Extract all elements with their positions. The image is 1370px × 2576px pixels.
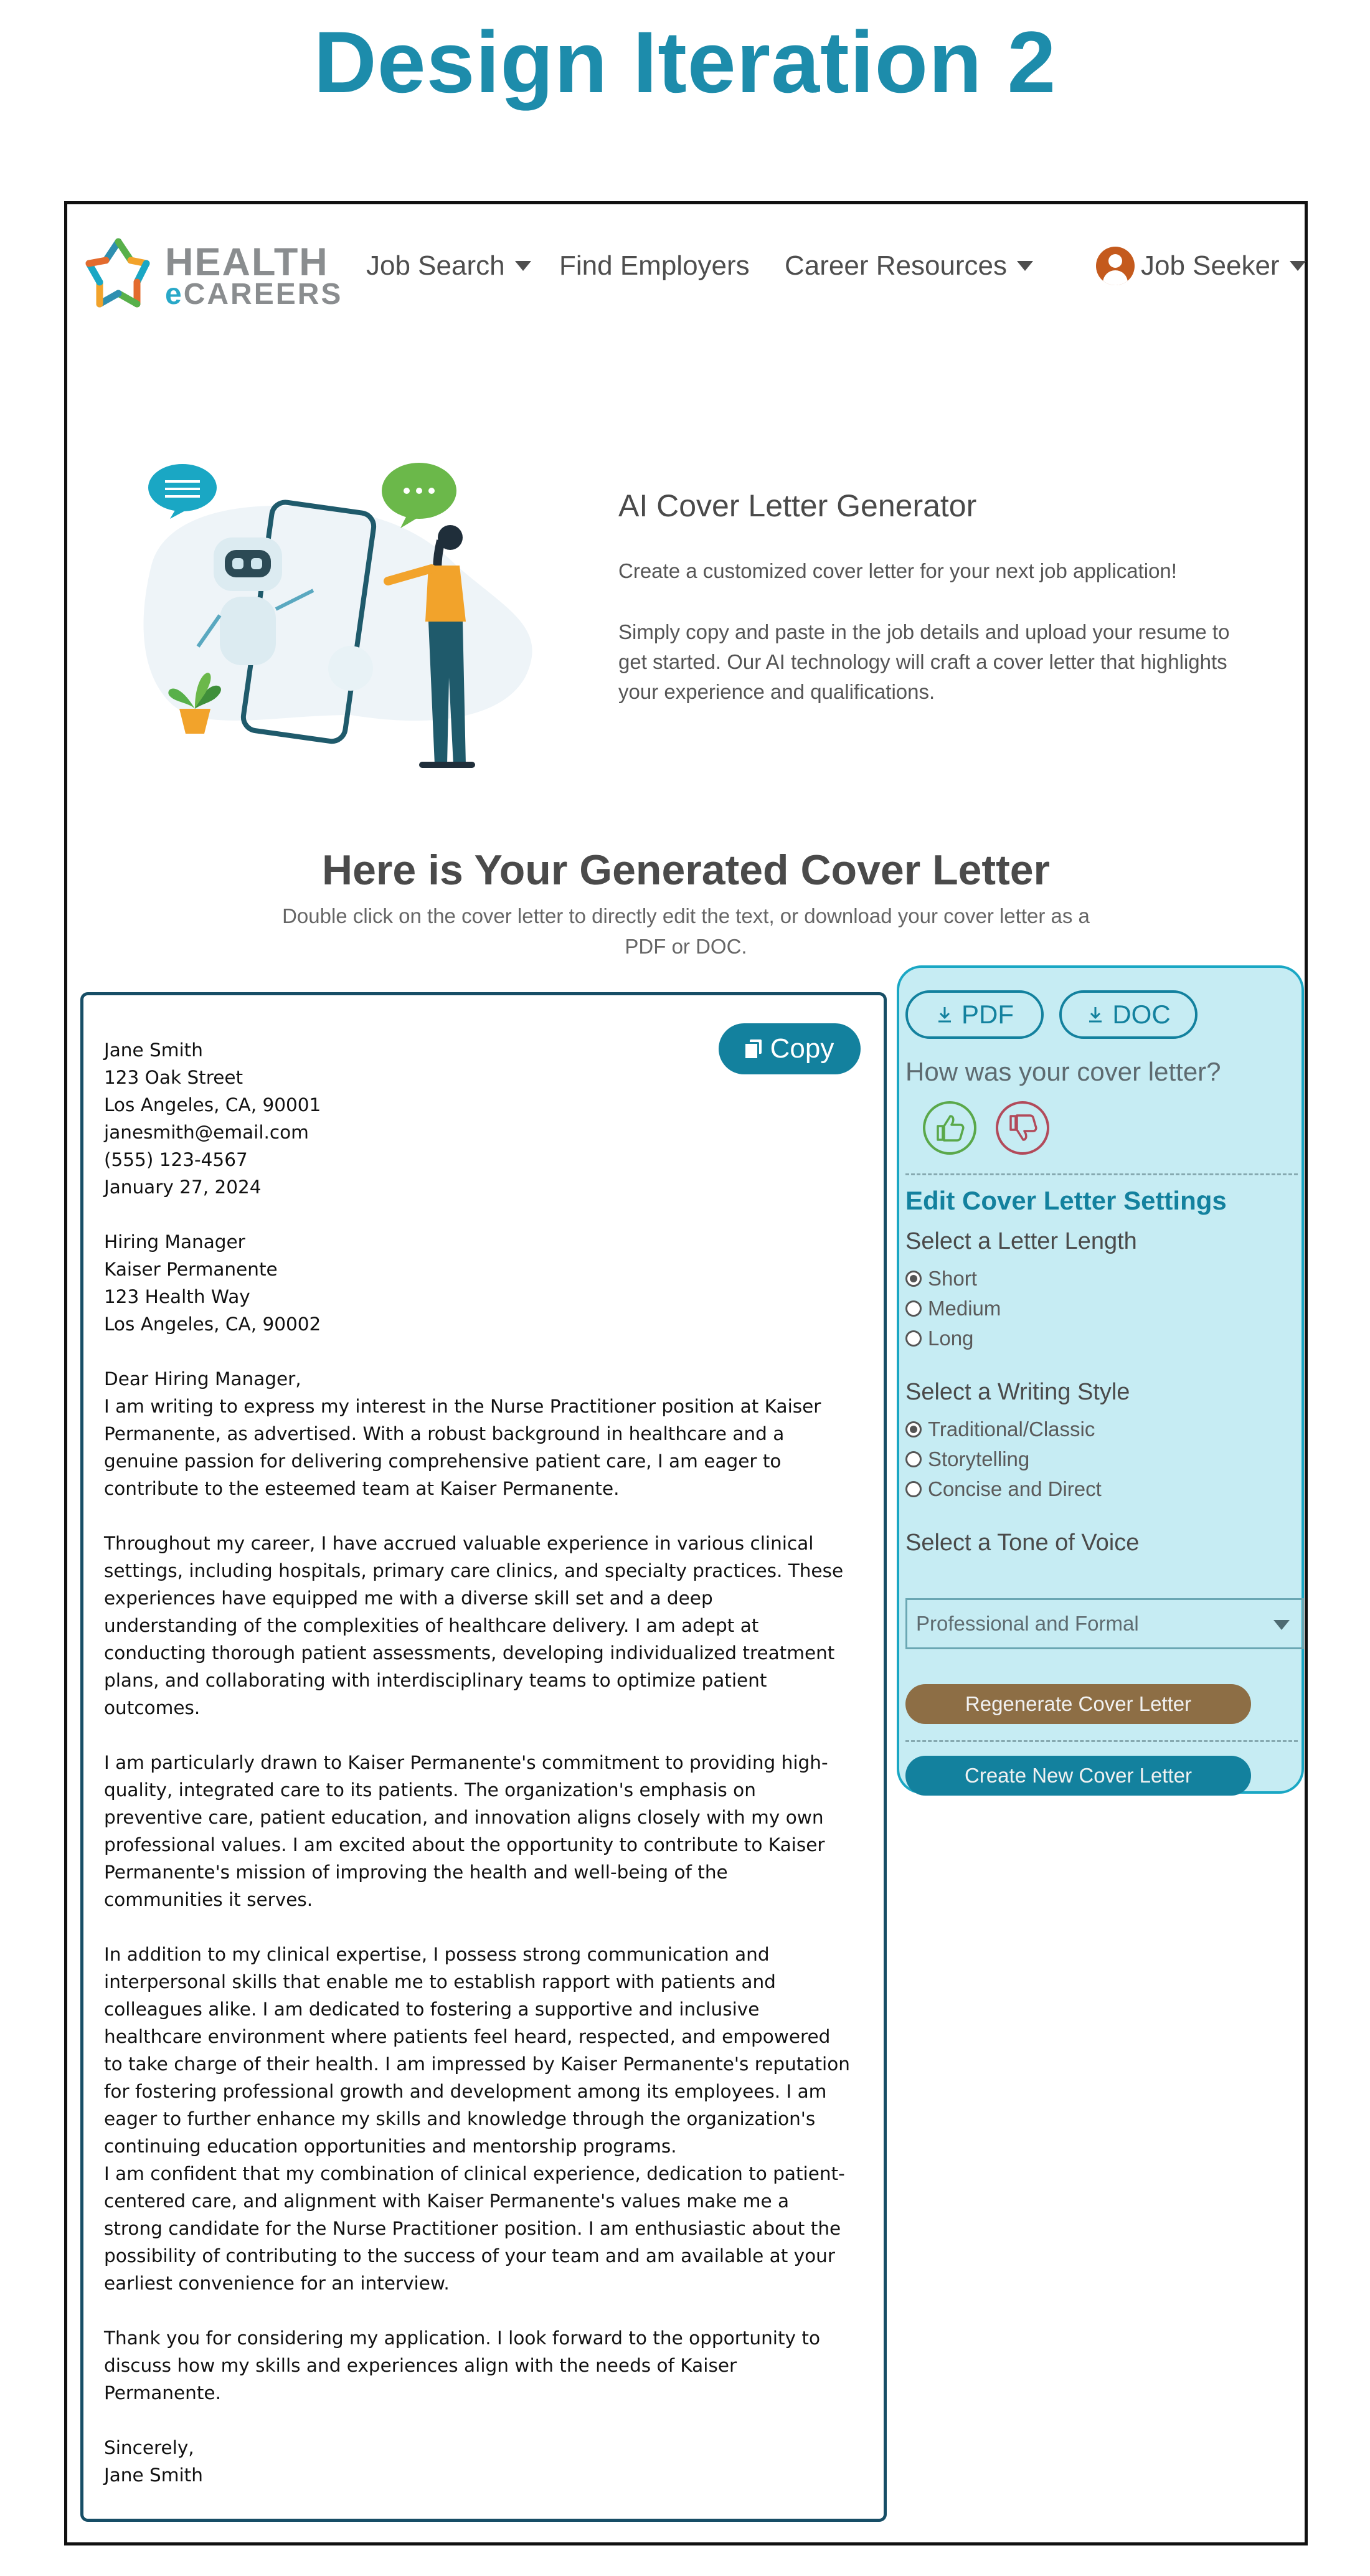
generated-title: Here is Your Generated Cover Letter	[321, 846, 1050, 894]
sender-line: Los Angeles, CA, 90001	[104, 1094, 321, 1115]
cover-letter-text[interactable]	[104, 1036, 851, 2489]
style-option-label: Traditional/Classic	[928, 1418, 1095, 1441]
sender-line: Jane Smith	[104, 1039, 203, 1061]
nav-find-employers[interactable]	[559, 250, 750, 282]
doc-label: DOC	[1112, 1000, 1171, 1029]
recipient-line: 123 Health Way	[104, 1286, 250, 1307]
user-menu-label: Job Seeker	[1141, 250, 1280, 281]
signature: Jane Smith	[104, 2465, 203, 2486]
radio-icon	[905, 1300, 922, 1317]
style-option-storytelling[interactable]	[905, 1447, 1029, 1471]
letter-paragraph: In addition to my clinical expertise, I possess strong communication and interpersonal skills that enable me to establish rapport with patients and colleagues alike. I am dedicated to fostering a supportive and inclusive healthcare environment where patients feel heard, respected, and empowered to take charge of their health. I am impressed by Kaiser Permanente's reputation for fostering professional growth and development among its employees. I am eager to further enhance my skills and knowledge through the organization's continuing education opportunities and mentorship programs.	[104, 1944, 850, 2157]
download-pdf-button[interactable]	[905, 990, 1044, 1039]
closing: Sincerely,	[104, 2437, 194, 2458]
recipient-line: Kaiser Permanente	[104, 1259, 278, 1280]
letter-paragraph: I am writing to express my interest in the Nurse Practitioner position at Kaiser Permanente, as advertised. With a robust background in healthcare and a genuine passion for delivering comprehensive patient care, I am eager to contribute to the esteemed team at Kaiser Permanente.	[104, 1396, 821, 1499]
salutation: Dear Hiring Manager,	[104, 1368, 301, 1390]
sender-line: January 27, 2024	[104, 1177, 262, 1198]
length-option-label: Short	[928, 1267, 977, 1290]
thumbs-down-button[interactable]	[996, 1101, 1049, 1155]
letter-paragraph: Throughout my career, I have accrued valuable experience in various clinical settings, including hospitals, primary care clinics, and specialty practices. These experiences have equipped me with a diverse skill set and a deep understanding of the complexities of healthcare delivery. I am adept at conducting thorough patient assessments, developing individualized treatment plans, and collaborating with interdisciplinary teams to optimize patient outcomes.	[104, 1533, 844, 1718]
recipient-block	[104, 1228, 851, 1338]
radio-selected-icon	[905, 1421, 922, 1437]
edit-settings-title: Edit Cover Letter Settings	[905, 1186, 1227, 1215]
recipient-line: Hiring Manager	[104, 1231, 245, 1252]
length-option-label: Medium	[928, 1297, 1001, 1320]
length-option-medium[interactable]	[905, 1297, 1001, 1320]
thumbs-up-button[interactable]	[923, 1101, 976, 1155]
user-avatar-icon	[1096, 247, 1135, 285]
logo[interactable]	[78, 232, 343, 313]
letter-paragraph: Thank you for considering my application. I look forward to the opportunity to discuss how my skills and experiences align with the needs of Kaiser Permanente.	[104, 2327, 820, 2403]
tone-select[interactable]	[905, 1598, 1304, 1649]
cover-letter-editor[interactable]	[80, 992, 887, 2522]
regenerate-label: Regenerate Cover Letter	[965, 1692, 1192, 1715]
style-title: Select a Writing Style	[905, 1379, 1130, 1405]
sender-line: 123 Oak Street	[104, 1067, 243, 1088]
generated-subtitle: Double click on the cover letter to directly edit the text, or download your cover letter as a PDF or DOC.	[282, 904, 1090, 958]
ai-robot-illustration	[126, 441, 612, 777]
chevron-down-icon	[515, 261, 531, 271]
radio-icon	[905, 1330, 922, 1347]
length-option-label: Long	[928, 1327, 974, 1350]
radio-icon	[905, 1451, 922, 1467]
radio-icon	[905, 1481, 922, 1497]
divider	[905, 1740, 1298, 1742]
chevron-down-icon	[1273, 1620, 1290, 1630]
create-new-button[interactable]	[905, 1756, 1251, 1796]
sender-block	[104, 1036, 851, 1201]
nav-career-resources[interactable]	[785, 250, 1033, 282]
nav-job-search-label: Job Search	[366, 250, 505, 281]
app-frame	[64, 201, 1308, 2545]
download-doc-button[interactable]	[1059, 990, 1198, 1039]
copy-button-label: Copy	[770, 1033, 834, 1064]
feedback-question: How was your cover letter?	[905, 1057, 1221, 1086]
hero-title: AI Cover Letter Generator	[618, 488, 977, 523]
radio-selected-icon	[905, 1271, 922, 1287]
letter-paragraph: I am confident that my combination of clinical experience, dedication to patient-centered care, and alignment with Kaiser Permanente's values make me a strong candidate for the Nurse Practitioner position. I am enthusiastic about the possibility of contributing to the success of your team and am available at your earliest convenience for an interview.	[104, 2163, 845, 2294]
length-option-long[interactable]	[905, 1327, 973, 1350]
recipient-line: Los Angeles, CA, 90002	[104, 1314, 321, 1335]
page-title: Design Iteration 2	[313, 13, 1057, 111]
nav-career-resources-label: Career Resources	[785, 250, 1008, 281]
download-icon	[1086, 1005, 1105, 1024]
sender-line: janesmith@email.com	[104, 1122, 309, 1143]
hero-description-text: Simply copy and paste in the job details and upload your resume to get started. Our AI technology will craft a cover letter that highlights your experience and qualifications.	[618, 620, 1230, 703]
health-ecareers-logo-icon	[78, 232, 159, 313]
length-title: Select a Letter Length	[905, 1228, 1137, 1254]
download-icon	[935, 1005, 954, 1024]
nav-find-employers-label: Find Employers	[559, 250, 750, 281]
chevron-down-icon	[1017, 261, 1033, 271]
create-new-label: Create New Cover Letter	[965, 1764, 1192, 1787]
length-option-short[interactable]	[905, 1267, 977, 1290]
tone-title: Select a Tone of Voice	[905, 1530, 1140, 1556]
pdf-label: PDF	[961, 1000, 1014, 1029]
nav-job-search[interactable]	[366, 250, 531, 282]
tone-select-value: Professional and Formal	[916, 1612, 1139, 1635]
thumbs-up-icon	[933, 1111, 966, 1145]
style-option-traditional[interactable]	[905, 1418, 1095, 1441]
style-option-concise[interactable]	[905, 1477, 1102, 1501]
chevron-down-icon	[1290, 261, 1306, 271]
user-menu[interactable]	[1096, 247, 1306, 285]
style-option-label: Storytelling	[928, 1447, 1030, 1470]
thumbs-down-icon	[1006, 1111, 1039, 1145]
settings-panel	[897, 965, 1304, 1794]
logo-text-health: HEALTH	[165, 240, 329, 284]
letter-paragraph: I am particularly drawn to Kaiser Permanente's commitment to providing high-quality, integrated care to its patients. The organization's emphasis on preventive care, patient education, and innovation aligns closely with my own professional values. I am excited about the opportunity to contribute to Kaiser Permanente's mission of improving the health and well-being of the communities it serves.	[104, 1752, 828, 1910]
regenerate-button[interactable]	[905, 1684, 1251, 1724]
sender-line: (555) 123-4567	[104, 1149, 248, 1170]
hero-intro-text: Create a customized cover letter for your next job application!	[618, 559, 1177, 582]
divider	[905, 1173, 1298, 1175]
logo-text-ecareers: eCAREERS	[165, 278, 343, 311]
style-option-label: Concise and Direct	[928, 1477, 1102, 1500]
